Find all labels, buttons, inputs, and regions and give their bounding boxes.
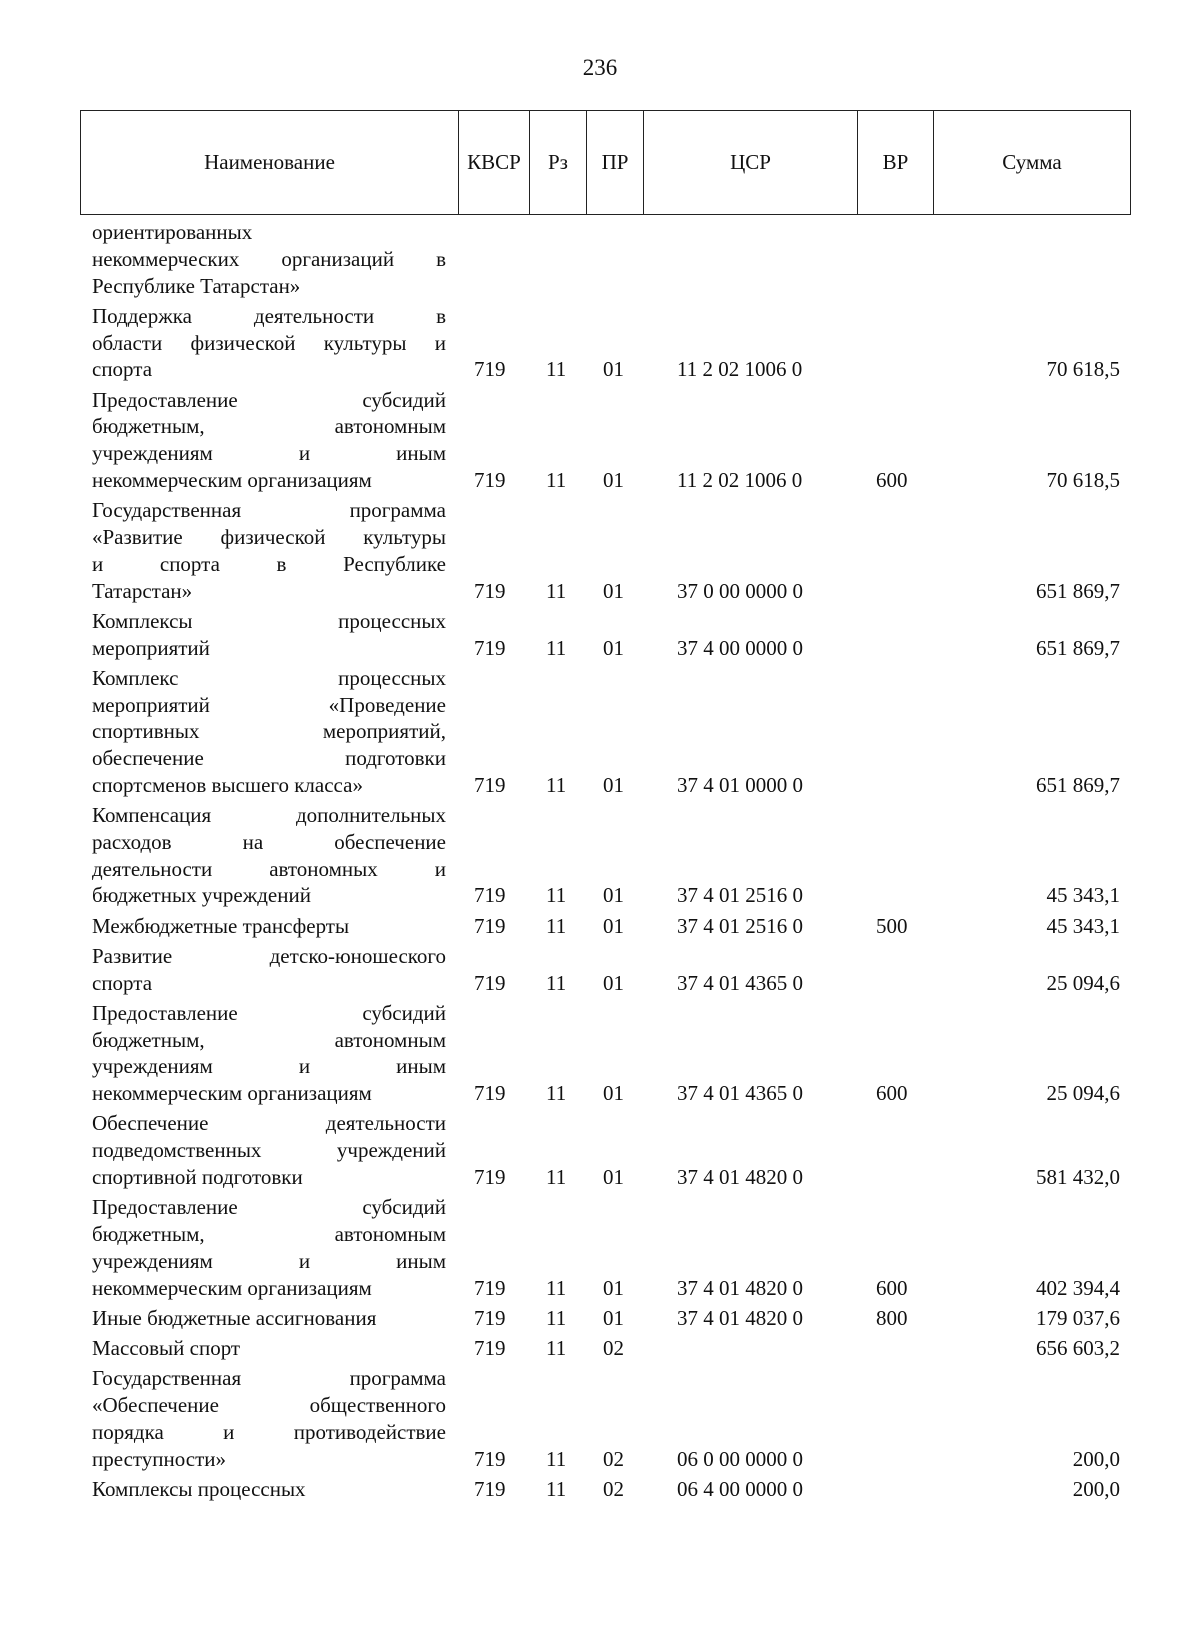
row-name-line: Предоставление субсидий bbox=[92, 1000, 446, 1025]
row-name-line: области физической культуры и bbox=[92, 330, 446, 355]
row-sum: 45 343,1 bbox=[1046, 883, 1120, 908]
table-row bbox=[0, 1335, 1200, 1362]
row-name bbox=[92, 1476, 446, 1503]
table-row bbox=[0, 608, 1200, 662]
row-name-line: некоммерческих организаций в bbox=[92, 246, 446, 271]
table-row bbox=[0, 1000, 1200, 1107]
header-rz: Рз bbox=[530, 111, 587, 214]
row-csr: 06 0 00 0000 0 bbox=[677, 1446, 803, 1471]
row-rz: 11 bbox=[546, 467, 567, 492]
table-row bbox=[0, 497, 1200, 604]
row-name bbox=[92, 1305, 446, 1332]
row-rz: 11 bbox=[546, 970, 567, 995]
row-name bbox=[92, 1365, 446, 1472]
table-header bbox=[80, 110, 1131, 215]
row-name-line: некоммерческим организациям bbox=[92, 467, 372, 492]
row-rz: 11 bbox=[546, 1335, 567, 1360]
row-name-line: спорта bbox=[92, 357, 153, 382]
row-vr: 800 bbox=[876, 1305, 908, 1330]
row-sum: 656 603,2 bbox=[1036, 1335, 1120, 1360]
row-name-line: Иные бюджетные ассигнования bbox=[92, 1305, 377, 1330]
row-name-line: Государственная программа bbox=[92, 498, 446, 523]
row-name-line: Комплекс процессных bbox=[92, 665, 446, 690]
row-csr: 37 0 00 0000 0 bbox=[677, 578, 803, 603]
row-rz: 11 bbox=[546, 1476, 567, 1501]
row-sum: 651 869,7 bbox=[1036, 772, 1120, 797]
table-row bbox=[0, 387, 1200, 494]
row-kvsr: 719 bbox=[474, 1476, 506, 1501]
row-kvsr: 719 bbox=[474, 357, 506, 382]
row-pr: 02 bbox=[603, 1446, 624, 1471]
table-row bbox=[0, 665, 1200, 799]
row-name-line: «Обеспечение общественного bbox=[92, 1392, 446, 1417]
row-name-line: Поддержка деятельности в bbox=[92, 303, 446, 328]
row-name-line: подведомственных учреждений bbox=[92, 1138, 446, 1163]
row-csr: 11 2 02 1006 0 bbox=[677, 357, 803, 382]
row-rz: 11 bbox=[546, 772, 567, 797]
row-name-line: «Развитие физической культуры bbox=[92, 524, 446, 549]
row-sum: 402 394,4 bbox=[1036, 1275, 1120, 1300]
row-sum: 651 869,7 bbox=[1036, 635, 1120, 660]
row-name-line: мероприятий bbox=[92, 635, 210, 660]
table-row bbox=[0, 943, 1200, 997]
table-row bbox=[0, 1476, 1200, 1503]
row-pr: 01 bbox=[603, 913, 624, 938]
row-name bbox=[92, 497, 446, 604]
header-name: Наименование bbox=[81, 111, 459, 214]
row-kvsr: 719 bbox=[474, 635, 506, 660]
row-rz: 11 bbox=[546, 913, 567, 938]
row-sum: 70 618,5 bbox=[1046, 467, 1120, 492]
row-pr: 01 bbox=[603, 635, 624, 660]
header-csr: ЦСР bbox=[644, 111, 858, 214]
row-pr: 01 bbox=[603, 772, 624, 797]
row-sum: 179 037,6 bbox=[1036, 1305, 1120, 1330]
row-kvsr: 719 bbox=[474, 467, 506, 492]
table-row bbox=[0, 1110, 1200, 1190]
row-kvsr: 719 bbox=[474, 1305, 506, 1330]
table-row bbox=[0, 913, 1200, 940]
row-pr: 02 bbox=[603, 1335, 624, 1360]
row-kvsr: 719 bbox=[474, 772, 506, 797]
row-name bbox=[92, 802, 446, 909]
page-number: 236 bbox=[582, 55, 618, 80]
row-name-line: ориентированных bbox=[92, 220, 253, 244]
row-name-line: Республике Татарстан» bbox=[92, 273, 301, 298]
row-vr: 500 bbox=[876, 913, 908, 938]
row-name-line: бюджетным, автономным bbox=[92, 1027, 446, 1052]
row-name bbox=[92, 1335, 446, 1362]
table-row bbox=[0, 219, 1200, 299]
row-pr: 01 bbox=[603, 970, 624, 995]
row-sum: 25 094,6 bbox=[1046, 970, 1120, 995]
row-csr: 37 4 00 0000 0 bbox=[677, 635, 803, 660]
row-name bbox=[92, 387, 446, 494]
row-name-line: бюджетным, автономным bbox=[92, 1222, 446, 1246]
row-vr: 600 bbox=[876, 467, 908, 492]
row-name-line: учреждениям и иным bbox=[92, 1248, 446, 1273]
row-name bbox=[92, 608, 446, 662]
row-rz: 11 bbox=[546, 635, 567, 660]
row-rz: 11 bbox=[546, 1446, 567, 1471]
row-csr: 37 4 01 4820 0 bbox=[677, 1275, 803, 1300]
row-name-line: бюджетных учреждений bbox=[92, 883, 311, 908]
row-name-line: порядка и противодействие bbox=[92, 1419, 446, 1444]
row-csr: 37 4 01 4365 0 bbox=[677, 1081, 803, 1106]
row-name-line: Обеспечение деятельности bbox=[92, 1111, 446, 1136]
row-rz: 11 bbox=[546, 883, 567, 908]
row-name-line: спортивных мероприятий, bbox=[92, 719, 446, 744]
row-pr: 01 bbox=[603, 578, 624, 603]
header-kvsr: КВСР bbox=[459, 111, 530, 214]
row-name bbox=[92, 943, 446, 997]
row-csr: 37 4 01 0000 0 bbox=[677, 772, 803, 797]
table-row bbox=[0, 1305, 1200, 1332]
row-kvsr: 719 bbox=[474, 883, 506, 908]
row-kvsr: 719 bbox=[474, 1165, 506, 1190]
row-csr: 37 4 01 2516 0 bbox=[677, 913, 803, 938]
row-name bbox=[92, 1110, 446, 1190]
row-name-line: Предоставление субсидий bbox=[92, 1195, 446, 1220]
row-kvsr: 719 bbox=[474, 1335, 506, 1360]
row-rz: 11 bbox=[546, 1081, 567, 1106]
row-rz: 11 bbox=[546, 1305, 567, 1330]
table-row bbox=[0, 802, 1200, 909]
row-name-line: Комплексы процессных bbox=[92, 608, 446, 633]
row-vr: 600 bbox=[876, 1081, 908, 1106]
table-row bbox=[0, 1365, 1200, 1472]
row-name-line: учреждениям и иным bbox=[92, 441, 446, 466]
row-vr: 600 bbox=[876, 1275, 908, 1300]
row-name bbox=[92, 303, 446, 383]
row-name-line: Предоставление субсидий bbox=[92, 387, 446, 412]
row-sum: 70 618,5 bbox=[1046, 357, 1120, 382]
row-sum: 651 869,7 bbox=[1036, 578, 1120, 603]
row-kvsr: 719 bbox=[474, 578, 506, 603]
table-row bbox=[0, 303, 1200, 383]
row-name bbox=[92, 913, 446, 940]
row-sum: 200,0 bbox=[1072, 1476, 1120, 1501]
row-sum: 581 432,0 bbox=[1036, 1165, 1120, 1190]
row-sum: 45 343,1 bbox=[1046, 913, 1120, 938]
row-pr: 01 bbox=[603, 357, 624, 382]
row-name-line: Массовый спорт bbox=[92, 1335, 241, 1360]
row-name-line: Комплексы процессных bbox=[92, 1476, 306, 1501]
row-kvsr: 719 bbox=[474, 970, 506, 995]
row-name-line: некоммерческим организациям bbox=[92, 1275, 372, 1300]
row-name-line: Татарстан» bbox=[92, 578, 193, 603]
row-csr: 37 4 01 4365 0 bbox=[677, 970, 803, 995]
row-name-line: расходов на обеспечение bbox=[92, 829, 446, 854]
row-pr: 01 bbox=[603, 1275, 624, 1300]
row-rz: 11 bbox=[546, 1165, 567, 1190]
header-pr: ПР bbox=[587, 111, 644, 214]
row-csr: 37 4 01 4820 0 bbox=[677, 1305, 803, 1330]
row-name bbox=[92, 1000, 446, 1107]
row-name-line: бюджетным, автономным bbox=[92, 414, 446, 439]
row-name-line: и спорта в Республике bbox=[92, 551, 446, 576]
row-name-line: мероприятий «Проведение bbox=[92, 692, 446, 717]
row-name-line: Компенсация дополнительных bbox=[92, 803, 446, 828]
row-name bbox=[92, 665, 446, 799]
row-csr: 37 4 01 2516 0 bbox=[677, 883, 803, 908]
row-kvsr: 719 bbox=[474, 1446, 506, 1471]
row-name-line: учреждениям и иным bbox=[92, 1054, 446, 1079]
table-row bbox=[0, 1194, 1200, 1301]
row-name bbox=[92, 219, 446, 299]
table-body bbox=[0, 219, 1200, 1506]
row-sum: 200,0 bbox=[1072, 1446, 1120, 1471]
row-name-line: Развитие детско-юношеского bbox=[92, 943, 446, 968]
row-name-line: спортивной подготовки bbox=[92, 1165, 303, 1190]
row-name-line: деятельности автономных и bbox=[92, 856, 446, 881]
row-kvsr: 719 bbox=[474, 913, 506, 938]
row-kvsr: 719 bbox=[474, 1275, 506, 1300]
row-name-line: некоммерческим организациям bbox=[92, 1081, 372, 1106]
row-pr: 01 bbox=[603, 1081, 624, 1106]
row-rz: 11 bbox=[546, 1275, 567, 1300]
row-name-line: Государственная программа bbox=[92, 1366, 446, 1391]
header-sum: Сумма bbox=[1002, 150, 1062, 174]
row-name bbox=[92, 1194, 446, 1301]
row-csr: 06 4 00 0000 0 bbox=[677, 1476, 803, 1501]
row-csr: 37 4 01 4820 0 bbox=[677, 1165, 803, 1190]
row-pr: 01 bbox=[603, 1165, 624, 1190]
row-pr: 02 bbox=[603, 1476, 624, 1501]
row-pr: 01 bbox=[603, 467, 624, 492]
row-kvsr: 719 bbox=[474, 1081, 506, 1106]
row-name-line: спортсменов высшего класса» bbox=[92, 772, 363, 797]
row-pr: 01 bbox=[603, 1305, 624, 1330]
row-csr: 11 2 02 1006 0 bbox=[677, 467, 803, 492]
row-name-line: Межбюджетные трансферты bbox=[92, 913, 350, 938]
header-vr: ВР bbox=[858, 111, 934, 214]
row-pr: 01 bbox=[603, 883, 624, 908]
row-sum: 25 094,6 bbox=[1046, 1081, 1120, 1106]
row-name-line: спорта bbox=[92, 970, 153, 995]
row-name-line: преступности» bbox=[92, 1446, 227, 1471]
row-name-line: обеспечение подготовки bbox=[92, 746, 446, 771]
row-rz: 11 bbox=[546, 357, 567, 382]
row-rz: 11 bbox=[546, 578, 567, 603]
